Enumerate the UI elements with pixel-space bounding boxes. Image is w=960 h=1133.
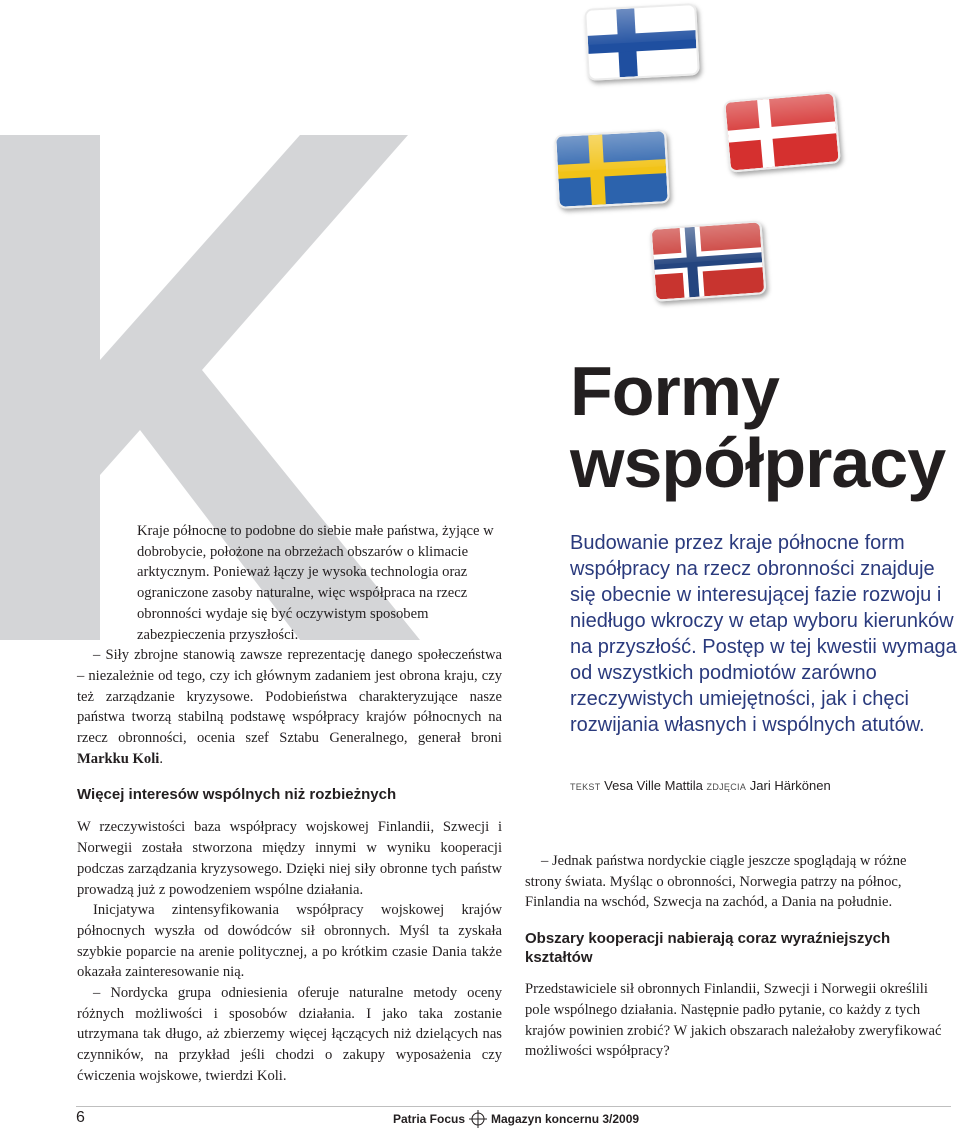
norway-flag-icon <box>650 220 767 302</box>
quote-end: . <box>159 750 163 767</box>
body-paragraph: – Nordycka grupa odniesienia oferuje naturalne metody oceny różnych możliwości i sposobów działania. I jako taka zostanie utrzymana tak długo, aż zbierzemy więcej łączących niż dzielących nas czynników, na przykład jeśli chodzi o zakupy wyposażenia czy ćwiczenia wojskowe, twierdzi Koli. <box>77 985 502 1084</box>
section-heading: Więcej interesów wspólnych niż rozbieżnych <box>77 786 397 804</box>
intro-paragraph: Kraje północne to podobne do siebie małe państwa, żyjące w dobrobycie, położone na obrzeżach obszarów o klimacie arktycznym. Ponieważ łączy je wysoka technologia oraz ograniczone zasoby naturalne, więc współpraca na rzecz obronności wydaje się być oczywistym sposobem zabezpieczenia przyszłości. <box>137 523 494 643</box>
footer-brand: Patria Focus <box>393 1112 466 1126</box>
photographer-name: Jari Härkönen <box>749 778 831 793</box>
body-paragraph: W rzeczywistości baza współpracy wojskowej Finlandii, Szwecji i Norwegii została stworzona między innymi w wyniku kooperacji podczas zarządzania kryzysowego. Dzięki niej siły obronne tych państw prowadzą już z powodzeniem wspólne działania. <box>77 819 502 898</box>
title-line-1: Formy <box>570 352 779 430</box>
footer-issue: Magazyn koncernu 3/2009 <box>491 1112 640 1126</box>
crosshair-icon <box>469 1110 487 1128</box>
text-credit-label: TEKST <box>570 782 601 792</box>
finland-flag-icon <box>584 3 700 81</box>
author-name: Vesa Ville Mattila <box>604 778 703 793</box>
left-column <box>77 521 502 1087</box>
credits <box>570 778 960 793</box>
photo-credit-label: ZDJĘCIA <box>706 782 747 792</box>
denmark-flag-icon <box>723 91 841 172</box>
body-paragraph: Inicjatywa zintensyfikowania współpracy wojskowej krajów północnych wyszła od dowódców sił obronnych. Myśl ta zyskała szybkie poparcie na arenie politycznej, a po krótkim czasie Dania także okazała zainteresowanie nią. <box>77 902 502 981</box>
body-paragraph: – Jednak państwa nordyckie ciągle jeszcze spoglądają w różne strony świata. Myśląc o obronności, Norwegia patrzy na północ, Finlandia na wschód, Szwecja na zachód, a Dania na południe. <box>525 853 907 911</box>
title-line-2: współpracy <box>570 424 946 502</box>
footer-rule <box>76 1106 951 1107</box>
sweden-flag-icon <box>554 129 670 209</box>
article-title <box>570 352 960 502</box>
body-paragraph: Przedstawiciele sił obronnych Finlandii, Szwecji i Norwegii określili pole wspólnego działania. Następnie padło pytanie, co każdy z tych krajów powinien zrobić? W jakich obszarach należałoby zweryfikować możliwości współpracy? <box>525 981 942 1060</box>
right-column <box>525 851 945 1062</box>
section-heading: Obszary kooperacji nabierają coraz wyraźniejszych kształtów <box>525 930 891 967</box>
quote-text: – Siły zbrojne stanowią zawsze reprezentację danego społeczeństwa – niezależnie od tego, czy ich głównym zadaniem jest obrona kraju, czy też zarządzanie kryzysowe. Podobieństwa charakteryzujące nasze państwa tworzą stabilną podstawę współpracy krajów północnych na rzecz obronności, ocenia szef Sztabu Generalnego, generał broni <box>77 647 502 747</box>
body-paragraph <box>77 645 502 769</box>
page-footer <box>0 1106 960 1133</box>
person-name: Markku Koli <box>77 750 160 767</box>
page-number: 6 <box>76 1109 85 1126</box>
lead-paragraph: Budowanie przez kraje północne form współpracy na rzecz obronności znajduje się obecnie w interesującej fazie rozwoju i niedługo wkroczy w etap wyboru kierunków na przyszłość. Postęp w tej kwestii wymaga od wszystkich podmiotów zarówno rzeczywistych umiejętności, jak i chęci rozwijania własnych i wspólnych atutów. <box>570 532 957 736</box>
